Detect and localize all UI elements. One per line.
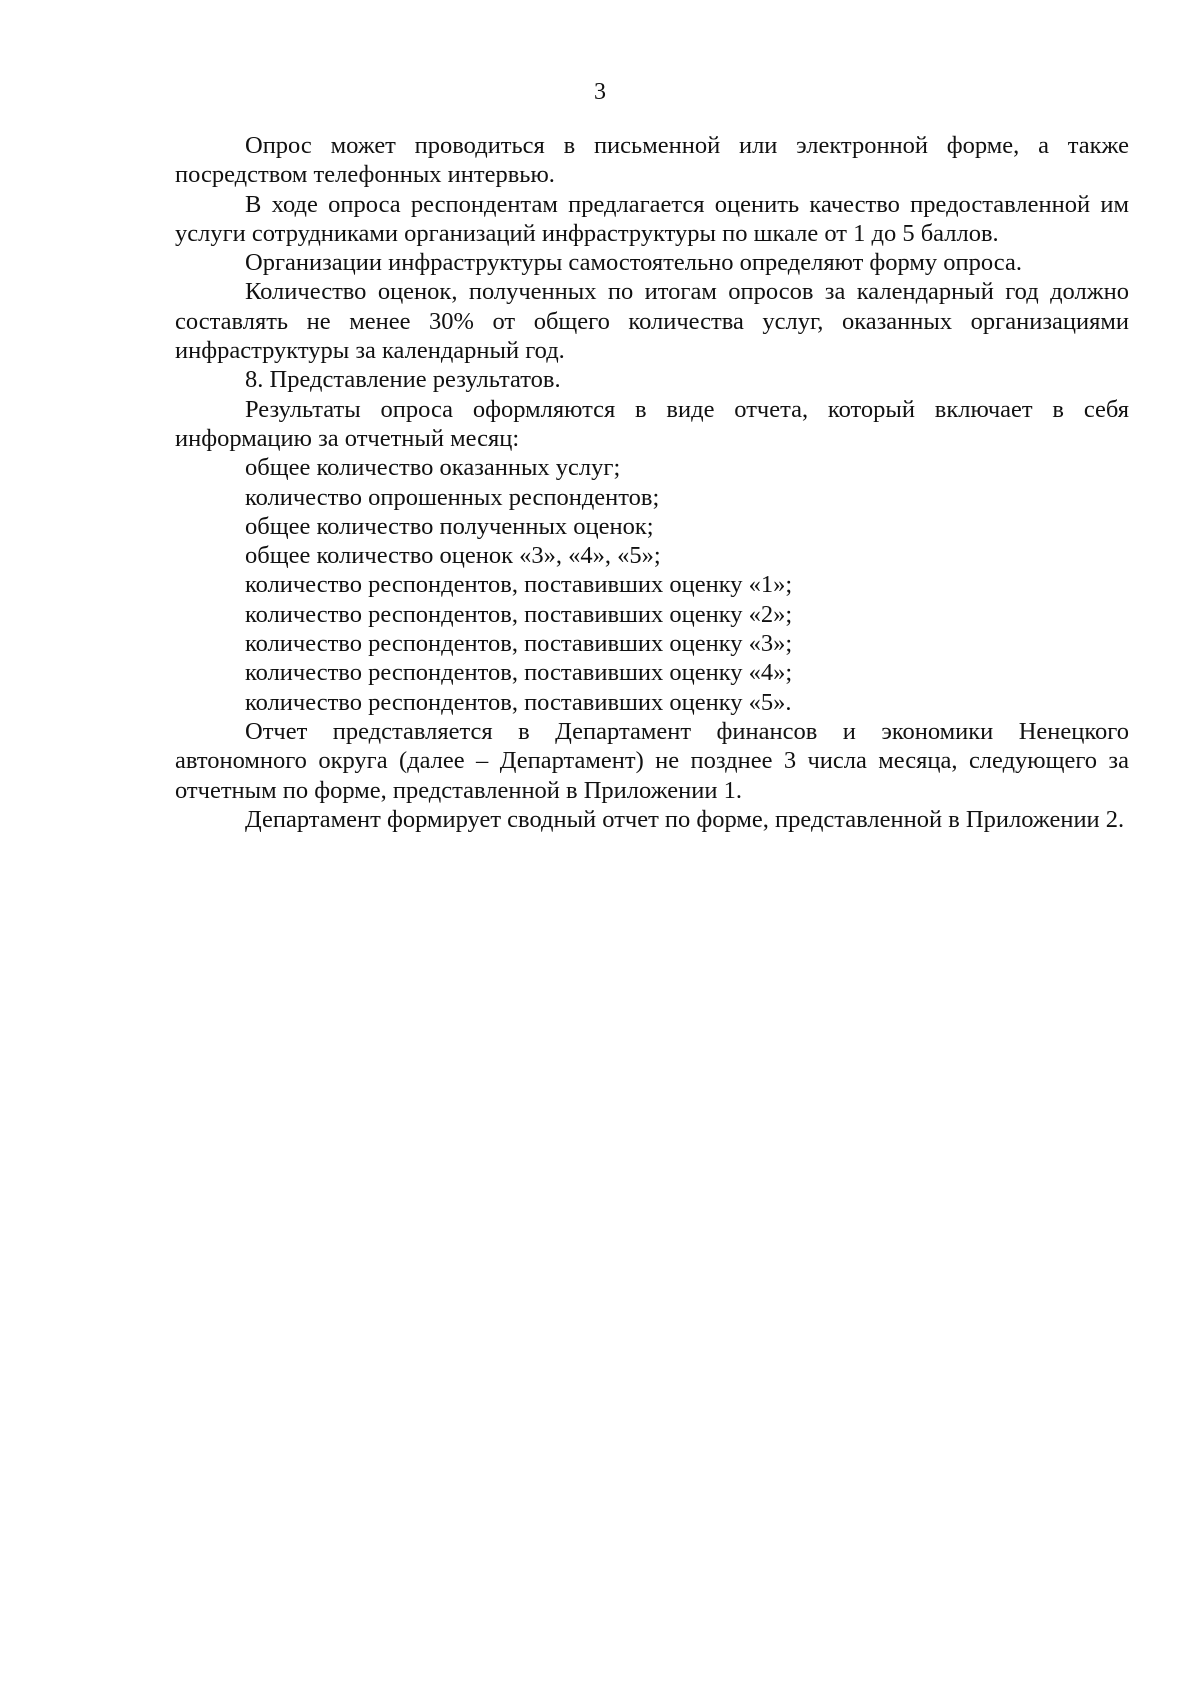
page-number: 3 xyxy=(594,79,606,105)
list-item: количество респондентов, поставивших оценку «1»; xyxy=(245,571,793,599)
document-body xyxy=(175,131,1129,834)
paragraph-survey-form: Опрос может проводиться в письменной или электронной форме, а также посредством телефонных интервью. xyxy=(175,132,1129,189)
list-item: общее количество оказанных услуг; xyxy=(245,454,621,482)
paragraph-report-submission: Отчет представляется в Департамент финансов и экономики Ненецкого автономного округа (далее – Департамент) не позднее 3 числа месяца, следующего за отчетным по форме, представленной в Приложении 1. xyxy=(175,717,1129,804)
list-item: количество респондентов, поставивших оценку «3»; xyxy=(245,630,793,658)
list-item: количество респондентов, поставивших оценку «4»; xyxy=(245,659,793,687)
paragraph-ratings-count: Количество оценок, полученных по итогам опросов за календарный год должно составлять не менее 30% от общего количества услуг, оказанных организациями инфраструктуры за календарный год. xyxy=(175,278,1129,365)
list-item: количество респондентов, поставивших оценку «2»; xyxy=(245,600,793,628)
paragraph-summary-report: Департамент формирует сводный отчет по форме, представленной в Приложении 2. xyxy=(245,805,1125,833)
list-item: количество респондентов, поставивших оценку «5». xyxy=(245,688,792,716)
section-heading-results: 8. Представление результатов. xyxy=(245,366,561,394)
paragraph-report-contents: Результаты опроса оформляются в виде отчета, который включает в себя информацию за отчетный месяц: xyxy=(175,395,1129,452)
list-item: общее количество полученных оценок; xyxy=(245,512,654,540)
paragraph-survey-rating: В ходе опроса респондентам предлагается оценить качество предоставленной им услуги сотрудниками организаций инфраструктуры по шкале от 1 до 5 баллов. xyxy=(175,190,1129,247)
paragraph-survey-organizations: Организации инфраструктуры самостоятельно определяют форму опроса. xyxy=(245,249,1022,277)
list-item: общее количество оценок «3», «4», «5»; xyxy=(245,542,661,570)
list-item: количество опрошенных респондентов; xyxy=(245,483,660,511)
